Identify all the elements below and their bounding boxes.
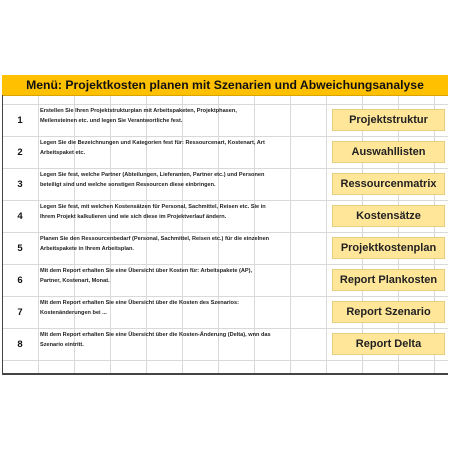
step-number: 4 — [17, 210, 23, 222]
step-description — [40, 203, 315, 223]
projektkostenplan-button[interactable]: Projektkostenplan — [332, 237, 445, 259]
step-description-line: Partner, Kostenart, Monat. — [40, 277, 110, 284]
menu-row-1 — [2, 104, 448, 136]
step-number: 8 — [17, 338, 23, 350]
step-description-line: Legen Sie fest, welche Partner (Abteilungen, Lieferanten, Partner etc.) und Personen — [40, 172, 265, 178]
step-description-line: Legen Sie fest, mit welchen Kostensätzen für Personal, Sachmittel, Reisen etc. Sie in — [40, 204, 266, 210]
step-description-line: Ihrem Projekt kalkulieren und wie sich diese im Projektverlauf ändern. — [40, 213, 227, 220]
menu-row-6 — [2, 264, 448, 296]
step-description-line: Mit dem Report erhalten Sie eine Übersicht über die Kosten des Szenarios: — [40, 300, 239, 306]
step-description — [40, 171, 315, 191]
table-bottom-border — [2, 373, 448, 375]
auswahllisten-button[interactable]: Auswahllisten — [332, 141, 445, 163]
ressourcenmatrix-button[interactable]: Ressourcenmatrix — [332, 173, 445, 195]
step-description-line: Planen Sie den Ressourcenbedarf (Personal, Sachmittel, Reisen etc.) für die einzelnen — [40, 236, 270, 242]
menu-row-3 — [2, 168, 448, 200]
step-description-line: Mit dem Report erhalten Sie eine Übersicht über die Kosten-Änderung (Delta), wnn das — [40, 332, 271, 338]
report-delta-button[interactable]: Report Delta — [332, 333, 445, 355]
menu-title: Menü: Projektkosten planen mit Szenarien und Abweichungsanalyse — [2, 75, 448, 96]
step-number: 5 — [17, 242, 23, 254]
step-description-line: Legen Sie die Bezeichnungen und Kategorien fest für: Ressourcenart, Kostenart, Art — [40, 140, 265, 146]
step-description-line: Meilensteinen etc. und legen Sie Verantwortliche fest. — [40, 117, 183, 124]
menu-row-4 — [2, 200, 448, 232]
step-description-line: Arbeitspaket etc. — [40, 149, 86, 156]
menu-row-8 — [2, 328, 448, 360]
step-number: 7 — [17, 306, 23, 318]
step-number: 6 — [17, 274, 23, 286]
step-description — [40, 139, 315, 159]
report-plankosten-button[interactable]: Report Plankosten — [332, 269, 445, 291]
table-left-border — [2, 95, 3, 375]
step-number: 3 — [17, 178, 23, 190]
kostensaetze-button[interactable]: Kostensätze — [332, 205, 445, 227]
step-description-line: Arbeitspakete in Ihrem Arbeitsplan. — [40, 245, 134, 252]
step-description — [40, 235, 315, 255]
step-description — [40, 267, 315, 287]
step-description-line: Erstellen Sie Ihren Projektstrukturplan mit Arbeitspaketen, Projektphasen, — [40, 108, 237, 114]
step-description — [40, 331, 315, 351]
projektstruktur-button[interactable]: Projektstruktur — [332, 109, 445, 131]
step-description-line: beteiligt sind und welche sonstigen Ressourcen diese einbringen. — [40, 181, 216, 188]
step-description-line: Mit dem Report erhalten Sie eine Übersicht über Kosten für: Arbeitspakete (AP), — [40, 268, 253, 274]
step-description — [40, 299, 315, 319]
step-description — [40, 107, 315, 127]
step-description-line: Kostenänderungen bei ... — [40, 309, 107, 316]
menu-row-7 — [2, 296, 448, 328]
menu-sheet — [2, 75, 448, 375]
menu-row-5 — [2, 232, 448, 264]
step-description-line: Szenario eintritt. — [40, 341, 84, 348]
step-number: 1 — [17, 114, 23, 126]
menu-row-2 — [2, 136, 448, 168]
report-szenario-button[interactable]: Report Szenario — [332, 301, 445, 323]
step-number: 2 — [17, 146, 23, 158]
